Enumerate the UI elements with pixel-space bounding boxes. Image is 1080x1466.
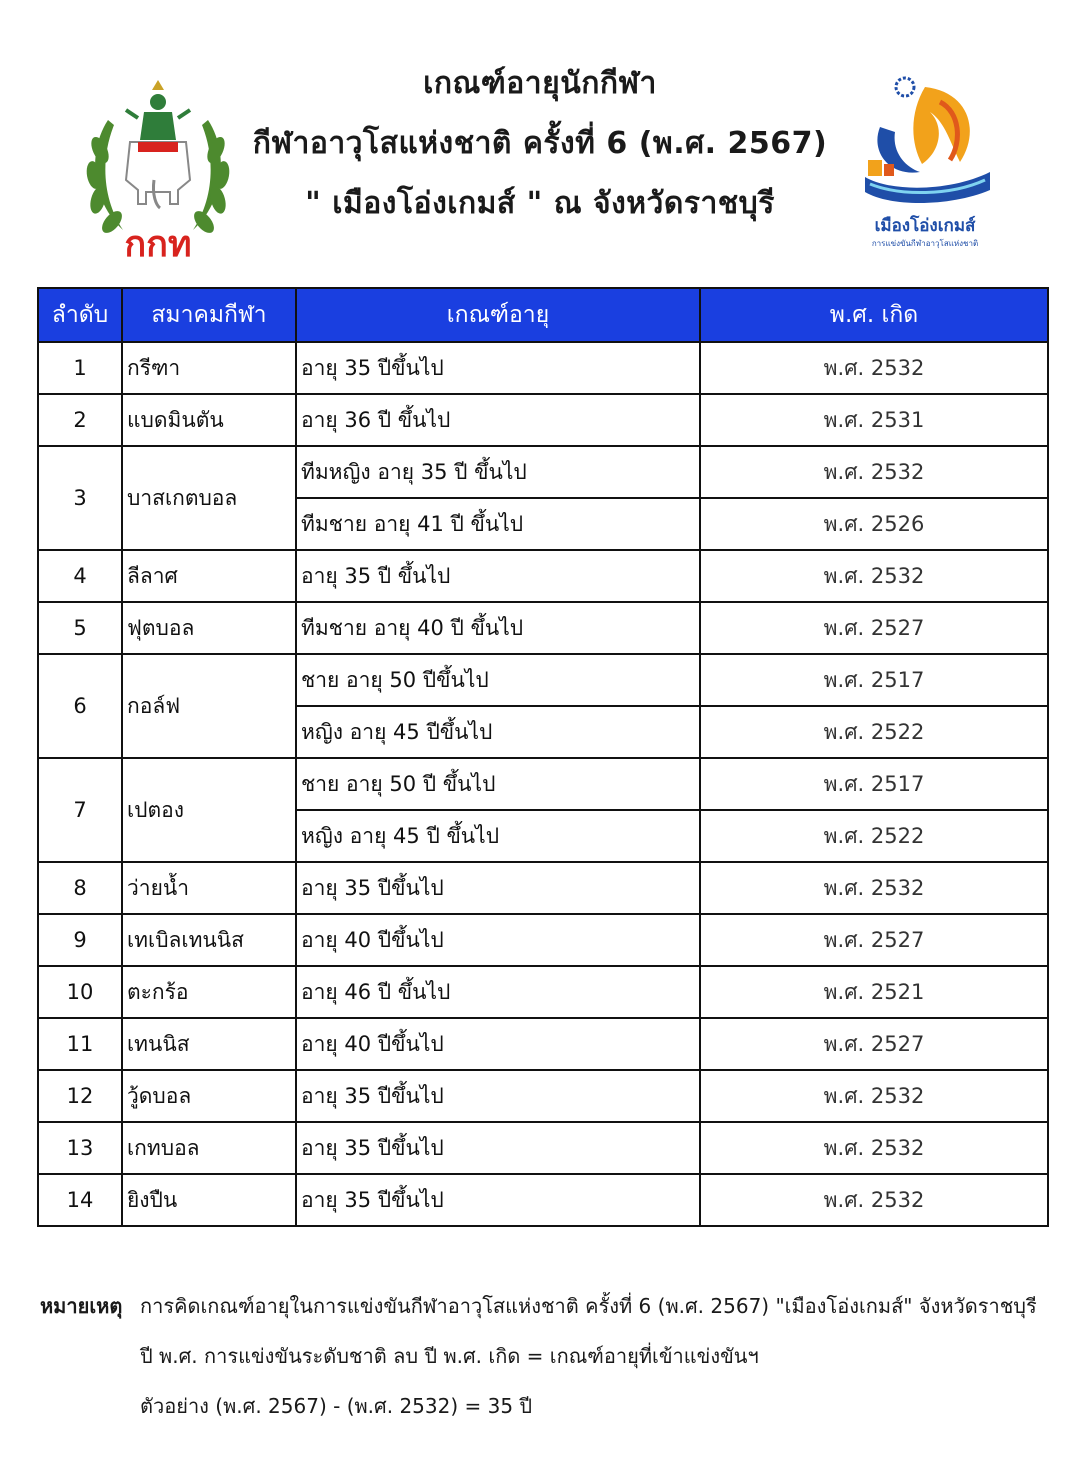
sport-association: กรีฑา — [122, 342, 296, 394]
birth-year: พ.ศ. 2532 — [700, 550, 1048, 602]
muang-ong-games-logo — [850, 72, 1000, 262]
age-criteria: อายุ 36 ปี ขึ้นไป — [296, 394, 700, 446]
title-line-1: เกณฑ์อายุนักกีฬา — [423, 66, 657, 101]
row-number: 13 — [38, 1122, 122, 1174]
sport-association: เทเบิลเทนนิส — [122, 914, 296, 966]
table-row — [38, 1122, 1048, 1174]
sport-association: เกทบอล — [122, 1122, 296, 1174]
table-row — [38, 394, 1048, 446]
age-criteria: อายุ 40 ปีขึ้นไป — [296, 914, 700, 966]
birth-year: พ.ศ. 2521 — [700, 966, 1048, 1018]
sport-association: แบดมินตัน — [122, 394, 296, 446]
age-criteria: อายุ 35 ปีขึ้นไป — [296, 1070, 700, 1122]
birth-year: พ.ศ. 2531 — [700, 394, 1048, 446]
sport-association: กอล์ฟ — [122, 654, 296, 758]
table-row — [38, 758, 1048, 810]
table-row — [38, 914, 1048, 966]
age-criteria: อายุ 35 ปี ขึ้นไป — [296, 550, 700, 602]
sport-association: เปตอง — [122, 758, 296, 862]
row-number: 1 — [38, 342, 122, 394]
table-row — [38, 550, 1048, 602]
column-header-birth-year: พ.ศ. เกิด — [700, 288, 1048, 342]
birth-year: พ.ศ. 2532 — [700, 1122, 1048, 1174]
row-number: 2 — [38, 394, 122, 446]
sat-emblem-logo — [78, 80, 238, 265]
table-header-row — [38, 288, 1048, 342]
table-row — [38, 654, 1048, 706]
age-criteria-table — [37, 287, 1049, 1227]
title-line-3: " เมืองโอ่งเกมส์ " ณ จังหวัดราชบุรี — [305, 186, 775, 221]
age-criteria: ทีมชาย อายุ 40 ปี ขึ้นไป — [296, 602, 700, 654]
row-number: 6 — [38, 654, 122, 758]
table-row — [38, 966, 1048, 1018]
birth-year: พ.ศ. 2532 — [700, 446, 1048, 498]
table-row — [38, 342, 1048, 394]
row-number: 10 — [38, 966, 122, 1018]
document-header — [0, 0, 1080, 285]
column-header-association: สมาคมกีฬา — [122, 288, 296, 342]
sport-association: ฟุตบอล — [122, 602, 296, 654]
age-criteria: อายุ 35 ปีขึ้นไป — [296, 1122, 700, 1174]
table-row — [38, 1018, 1048, 1070]
row-number: 7 — [38, 758, 122, 862]
row-number: 4 — [38, 550, 122, 602]
birth-year: พ.ศ. 2517 — [700, 654, 1048, 706]
sport-association: วู้ดบอล — [122, 1070, 296, 1122]
sat-logo-text: กกท — [124, 224, 192, 265]
table-row — [38, 446, 1048, 498]
age-criteria: อายุ 40 ปีขึ้นไป — [296, 1018, 700, 1070]
age-criteria: หญิง อายุ 45 ปีขึ้นไป — [296, 706, 700, 758]
table-row — [38, 1174, 1048, 1226]
birth-year: พ.ศ. 2527 — [700, 602, 1048, 654]
table-row — [38, 862, 1048, 914]
muang-ong-logo-label: เมืองโอ่งเกมส์ — [874, 216, 976, 236]
title-line-2: กีฬาอาวุโสแห่งชาติ ครั้งที่ 6 (พ.ศ. 2567) — [252, 126, 828, 161]
age-criteria: ชาย อายุ 50 ปี ขึ้นไป — [296, 758, 700, 810]
row-number: 11 — [38, 1018, 122, 1070]
footnote-line-1: การคิดเกณฑ์อายุในการแข่งขันกีฬาอาวุโสแห่งชาติ ครั้งที่ 6 (พ.ศ. 2567) "เมืองโอ่งเกมส์" จังหวัดราชบุรี — [140, 1294, 1037, 1318]
birth-year: พ.ศ. 2532 — [700, 862, 1048, 914]
column-header-age-criteria: เกณฑ์อายุ — [296, 288, 700, 342]
row-number: 9 — [38, 914, 122, 966]
age-criteria: อายุ 35 ปีขึ้นไป — [296, 862, 700, 914]
age-criteria: อายุ 35 ปีขึ้นไป — [296, 1174, 700, 1226]
birth-year: พ.ศ. 2532 — [700, 1174, 1048, 1226]
birth-year: พ.ศ. 2517 — [700, 758, 1048, 810]
sport-association: ตะกร้อ — [122, 966, 296, 1018]
row-number: 14 — [38, 1174, 122, 1226]
sport-association: ว่ายน้ำ — [122, 862, 296, 914]
birth-year: พ.ศ. 2532 — [700, 1070, 1048, 1122]
footnote-label: หมายเหตุ — [40, 1294, 123, 1318]
sport-association: บาสเกตบอล — [122, 446, 296, 550]
row-number: 5 — [38, 602, 122, 654]
footnote-line-3: ตัวอย่าง (พ.ศ. 2567) - (พ.ศ. 2532) = 35 ปี — [140, 1394, 533, 1418]
birth-year: พ.ศ. 2527 — [700, 914, 1048, 966]
table-row — [38, 1070, 1048, 1122]
age-criteria: อายุ 35 ปีขึ้นไป — [296, 342, 700, 394]
birth-year: พ.ศ. 2522 — [700, 810, 1048, 862]
age-criteria: อายุ 46 ปี ขึ้นไป — [296, 966, 700, 1018]
birth-year: พ.ศ. 2527 — [700, 1018, 1048, 1070]
sport-association: ยิงปืน — [122, 1174, 296, 1226]
birth-year: พ.ศ. 2526 — [700, 498, 1048, 550]
age-criteria: ทีมหญิง อายุ 35 ปี ขึ้นไป — [296, 446, 700, 498]
age-criteria: หญิง อายุ 45 ปี ขึ้นไป — [296, 810, 700, 862]
row-number: 8 — [38, 862, 122, 914]
row-number: 3 — [38, 446, 122, 550]
column-header-order: ลำดับ — [38, 288, 122, 342]
table-row — [38, 602, 1048, 654]
muang-ong-logo-sublabel: การแข่งขันกีฬาอาวุโสแห่งชาติ — [871, 239, 979, 248]
birth-year: พ.ศ. 2522 — [700, 706, 1048, 758]
age-criteria: ชาย อายุ 50 ปีขึ้นไป — [296, 654, 700, 706]
age-criteria: ทีมชาย อายุ 41 ปี ขึ้นไป — [296, 498, 700, 550]
birth-year: พ.ศ. 2532 — [700, 342, 1048, 394]
sport-association: เทนนิส — [122, 1018, 296, 1070]
row-number: 12 — [38, 1070, 122, 1122]
sport-association: ลีลาศ — [122, 550, 296, 602]
footnote-line-2: ปี พ.ศ. การแข่งขันระดับชาติ ลบ ปี พ.ศ. เกิด = เกณฑ์อายุที่เข้าแข่งขันฯ — [140, 1344, 759, 1368]
